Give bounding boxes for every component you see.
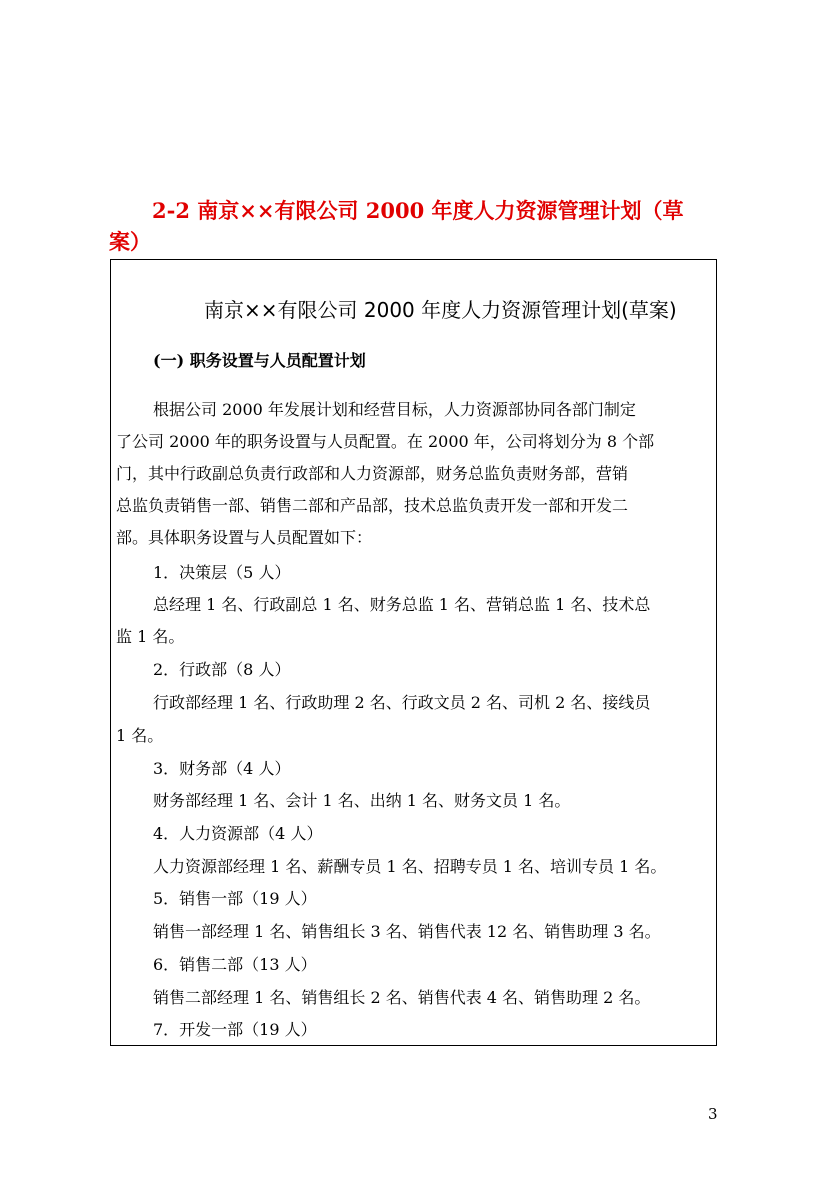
paragraph-line: 总监负责销售一部、销售二部和产品部，技术总监负责开发一部和开发二 [116,496,629,515]
list-item: 销售一部经理 1 名、销售组长 3 名、销售代表 12 名、销售助理 3 名。 [153,922,661,941]
paragraph-line: 部。具体职务设置与人员配置如下： [116,528,373,547]
department-heading: 7．开发一部（19 人） [153,1020,317,1039]
list-item: 人力资源部经理 1 名、薪酬专员 1 名、招聘专员 1 名、培训专员 1 名。 [153,857,667,876]
department-heading: 4．人力资源部（4 人） [153,824,323,843]
list-item: 监 1 名。 [116,627,185,646]
list-item: 总经理 1 名、行政副总 1 名、财务总监 1 名、营销总监 1 名、技术总 [153,595,651,614]
department-heading: 3．财务部（4 人） [153,759,291,778]
paragraph-line: 门，其中行政副总负责行政部和人力资源部，财务总监负责财务部，营销 [116,464,629,483]
list-item: 1 名。 [116,726,164,745]
section-heading: (一) 职务设置与人员配置计划 [153,351,366,370]
document-heading-line-1: 2-2 南京××有限公司 2000 年度人力资源管理计划（草 [152,198,684,223]
paragraph-line: 根据公司 2000 年发展计划和经营目标，人力资源部协同各部门制定 [153,400,636,419]
department-heading: 1．决策层（5 人） [153,563,291,582]
document-heading-line-2: 案） [109,229,151,254]
plan-content-box [110,259,717,1046]
department-heading: 6．销售二部（13 人） [153,955,317,974]
list-item: 财务部经理 1 名、会计 1 名、出纳 1 名、财务文员 1 名。 [153,791,571,810]
list-item: 销售二部经理 1 名、销售组长 2 名、销售代表 4 名、销售助理 2 名。 [153,988,651,1007]
page-number: 3 [708,1105,718,1123]
department-heading: 5．销售一部（19 人） [153,889,317,908]
department-heading: 2．行政部（8 人） [153,660,291,679]
box-title: 南京××有限公司 2000 年度人力资源管理计划(草案) [204,298,677,322]
list-item: 行政部经理 1 名、行政助理 2 名、行政文员 2 名、司机 2 名、接线员 [153,693,651,712]
paragraph-line: 了公司 2000 年的职务设置与人员配置。在 2000 年，公司将划分为 8 个部 [116,432,655,451]
